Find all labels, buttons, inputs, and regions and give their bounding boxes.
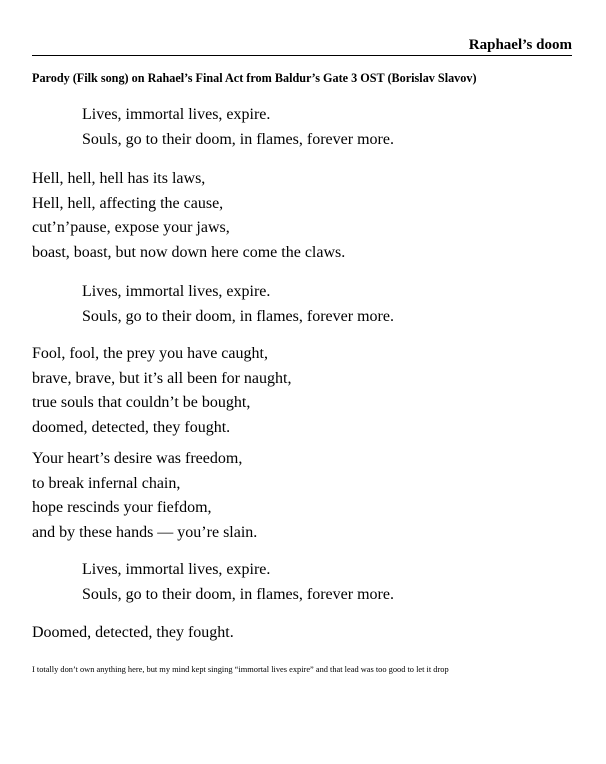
lyric-line: Lives, immortal lives, expire. — [82, 106, 271, 123]
footnote: I totally don’t own anything here, but my mind kept singing “immortal lives expire” and that lead was too good to let it drop — [32, 665, 449, 674]
verse-stanza — [32, 447, 257, 545]
lyric-line: to break infernal chain, — [32, 474, 181, 492]
subtitle: Parody (Filk song) on Rahael’s Final Act from Baldur’s Gate 3 OST (Borislav Slavov) — [32, 71, 477, 85]
verse-stanza — [32, 342, 291, 440]
lyric-line: boast, boast, but now down here come the claws. — [32, 243, 346, 261]
page-title: Raphael’s doom — [468, 37, 572, 53]
lyric-line: brave, brave, but it’s all been for naught, — [32, 369, 292, 387]
lyric-line: doomed, detected, they fought. — [32, 418, 231, 436]
chorus-stanza — [82, 280, 394, 329]
lyric-line: and by these hands — you’re slain. — [32, 523, 258, 541]
lyric-line: Hell, hell, affecting the cause, — [32, 194, 224, 212]
lyric-line: Your heart’s desire was freedom, — [32, 450, 243, 467]
header-rule — [32, 55, 572, 56]
lyric-line: Doomed, detected, they fought. — [32, 624, 234, 641]
chorus-stanza — [82, 558, 394, 607]
lyric-line: true souls that couldn’t be bought, — [32, 394, 251, 411]
lyric-line: Souls, go to their doom, in flames, forever more. — [82, 307, 394, 325]
lyric-line: Souls, go to their doom, in flames, forever more. — [82, 585, 394, 603]
lyric-line: Souls, go to their doom, in flames, forever more. — [82, 130, 394, 148]
lyric-line: Lives, immortal lives, expire. — [82, 283, 271, 300]
verse-stanza — [32, 621, 234, 646]
lyric-line: cut’n’pause, expose your jaws, — [32, 219, 230, 236]
lyric-line: hope rescinds your fiefdom, — [32, 499, 212, 516]
chorus-stanza — [82, 103, 394, 152]
lyric-line: Lives, immortal lives, expire. — [82, 561, 271, 578]
verse-stanza — [32, 167, 345, 265]
lyric-line: Fool, fool, the prey you have caught, — [32, 345, 268, 362]
lyric-line: Hell, hell, hell has its laws, — [32, 170, 206, 187]
